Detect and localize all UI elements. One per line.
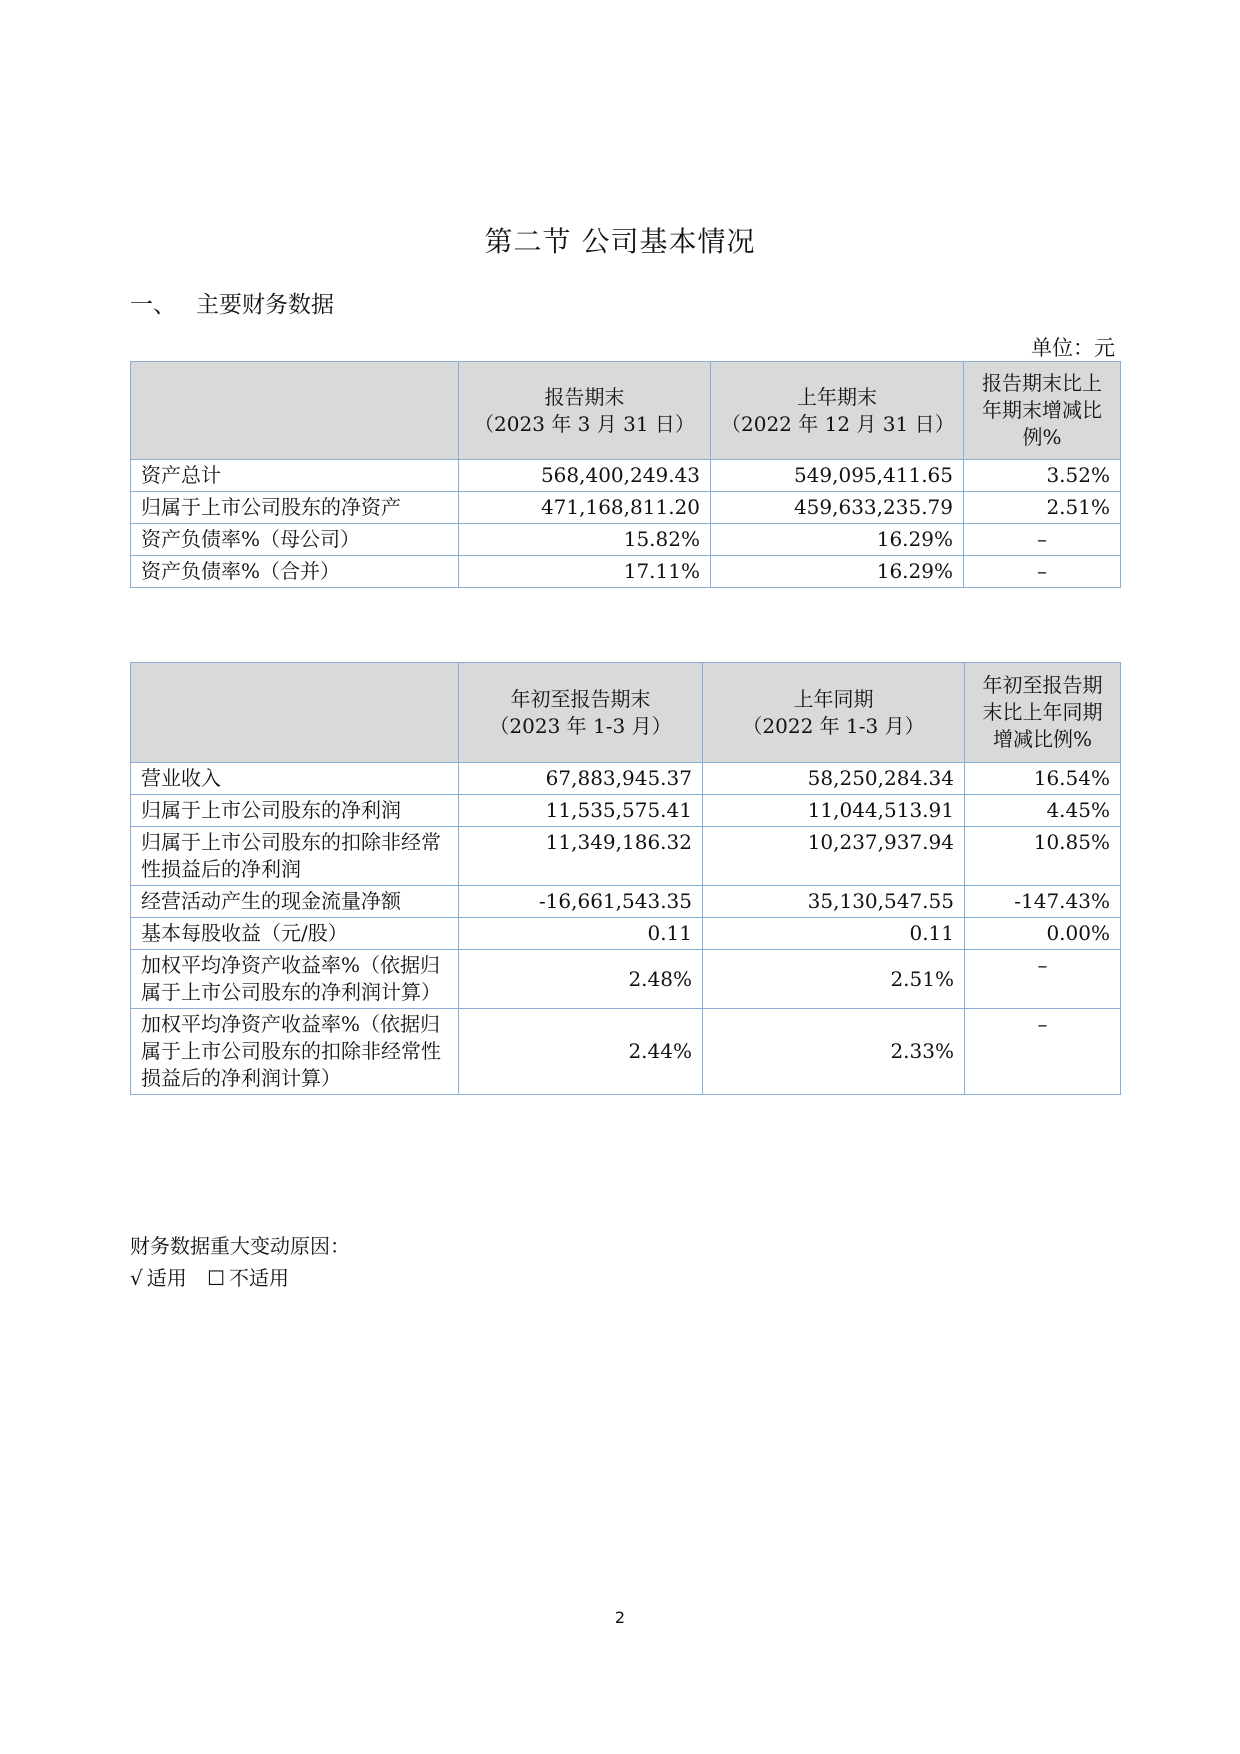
row-label: 加权平均净资产收益率%（依据归属于上市公司股东的净利润计算） (131, 950, 459, 1009)
row-label: 资产负债率%（合并） (131, 556, 459, 588)
balance-sheet-table (130, 361, 1121, 588)
applicability-options (130, 1262, 350, 1294)
row-current-value: -16,661,543.35 (459, 886, 703, 918)
row-current-value: 2.48% (459, 950, 703, 1009)
row-current-value: 11,535,575.41 (459, 795, 703, 827)
row-label: 加权平均净资产收益率%（依据归属于上市公司股东的扣除非经常性损益后的净利润计算） (131, 1009, 459, 1095)
row-current-value: 17.11% (459, 556, 711, 588)
row-change-value: 2.51% (964, 492, 1121, 524)
applicable-label: 适用 (146, 1266, 187, 1290)
row-current-value: 15.82% (459, 524, 711, 556)
row-change-value: – (965, 950, 1121, 1009)
row-change-value: 3.52% (964, 460, 1121, 492)
table-header-row (131, 362, 1121, 460)
section-heading (130, 286, 334, 319)
row-previous-value: 459,633,235.79 (711, 492, 964, 524)
row-current-value: 11,349,186.32 (459, 827, 703, 886)
row-previous-value: 16.29% (711, 524, 964, 556)
not-applicable-label: 不适用 (229, 1266, 290, 1290)
row-change-value: 16.54% (965, 763, 1121, 795)
row-label: 归属于上市公司股东的净利润 (131, 795, 459, 827)
row-previous-value: 11,044,513.91 (703, 795, 965, 827)
row-label: 归属于上市公司股东的扣除非经常性损益后的净利润 (131, 827, 459, 886)
not-applicable-checkbox-icon: ☐ (207, 1266, 226, 1290)
header-cell-empty (131, 663, 459, 763)
change-reasons-block (130, 1230, 350, 1294)
header-cell-current-period: 报告期末 （2023 年 3 月 31 日） (459, 362, 711, 460)
page-number: 2 (614, 1608, 626, 1627)
row-previous-value: 2.51% (703, 950, 965, 1009)
row-change-value: – (964, 556, 1121, 588)
row-label: 归属于上市公司股东的净资产 (131, 492, 459, 524)
change-reasons-title: 财务数据重大变动原因： (130, 1234, 350, 1258)
row-label: 资产负债率%（母公司） (131, 524, 459, 556)
table-row (131, 492, 1121, 524)
table-row (131, 524, 1121, 556)
header-cell-empty (131, 362, 459, 460)
table-header-row (131, 663, 1121, 763)
row-label: 营业收入 (131, 763, 459, 795)
table-row (131, 1009, 1121, 1095)
table-row (131, 950, 1121, 1009)
header-cell-change: 报告期末比上 年期末增减比 例% (964, 362, 1121, 460)
table-row (131, 886, 1121, 918)
section-title: 第二节 公司基本情况 (484, 225, 756, 258)
row-label: 基本每股收益（元/股） (131, 918, 459, 950)
row-change-value: – (965, 1009, 1121, 1095)
table-row (131, 918, 1121, 950)
table-row (131, 763, 1121, 795)
table-row (131, 827, 1121, 886)
row-previous-value: 10,237,937.94 (703, 827, 965, 886)
table-row (131, 460, 1121, 492)
heading-text: 主要财务数据 (196, 292, 334, 318)
row-current-value: 471,168,811.20 (459, 492, 711, 524)
row-previous-value: 0.11 (703, 918, 965, 950)
unit-label: 单位：元 (1031, 336, 1115, 360)
row-current-value: 2.44% (459, 1009, 703, 1095)
row-change-value: 10.85% (965, 827, 1121, 886)
row-change-value: – (964, 524, 1121, 556)
row-change-value: 0.00% (965, 918, 1121, 950)
income-statement-table (130, 662, 1121, 1095)
table-row (131, 556, 1121, 588)
row-previous-value: 58,250,284.34 (703, 763, 965, 795)
header-cell-change: 年初至报告期 末比上年同期 增减比例% (965, 663, 1121, 763)
row-current-value: 568,400,249.43 (459, 460, 711, 492)
row-label: 资产总计 (131, 460, 459, 492)
table-row (131, 795, 1121, 827)
row-previous-value: 2.33% (703, 1009, 965, 1095)
row-label: 经营活动产生的现金流量净额 (131, 886, 459, 918)
row-change-value: 4.45% (965, 795, 1121, 827)
header-cell-ytd: 年初至报告期末 （2023 年 1-3 月） (459, 663, 703, 763)
row-previous-value: 16.29% (711, 556, 964, 588)
row-current-value: 0.11 (459, 918, 703, 950)
applicable-check-icon: √ (130, 1266, 143, 1290)
row-change-value: -147.43% (965, 886, 1121, 918)
header-cell-prior-period: 上年同期 （2022 年 1-3 月） (703, 663, 965, 763)
row-current-value: 67,883,945.37 (459, 763, 703, 795)
row-previous-value: 549,095,411.65 (711, 460, 964, 492)
row-previous-value: 35,130,547.55 (703, 886, 965, 918)
header-cell-prior-year-end: 上年期末 （2022 年 12 月 31 日） (711, 362, 964, 460)
heading-number: 一、 (130, 292, 176, 318)
